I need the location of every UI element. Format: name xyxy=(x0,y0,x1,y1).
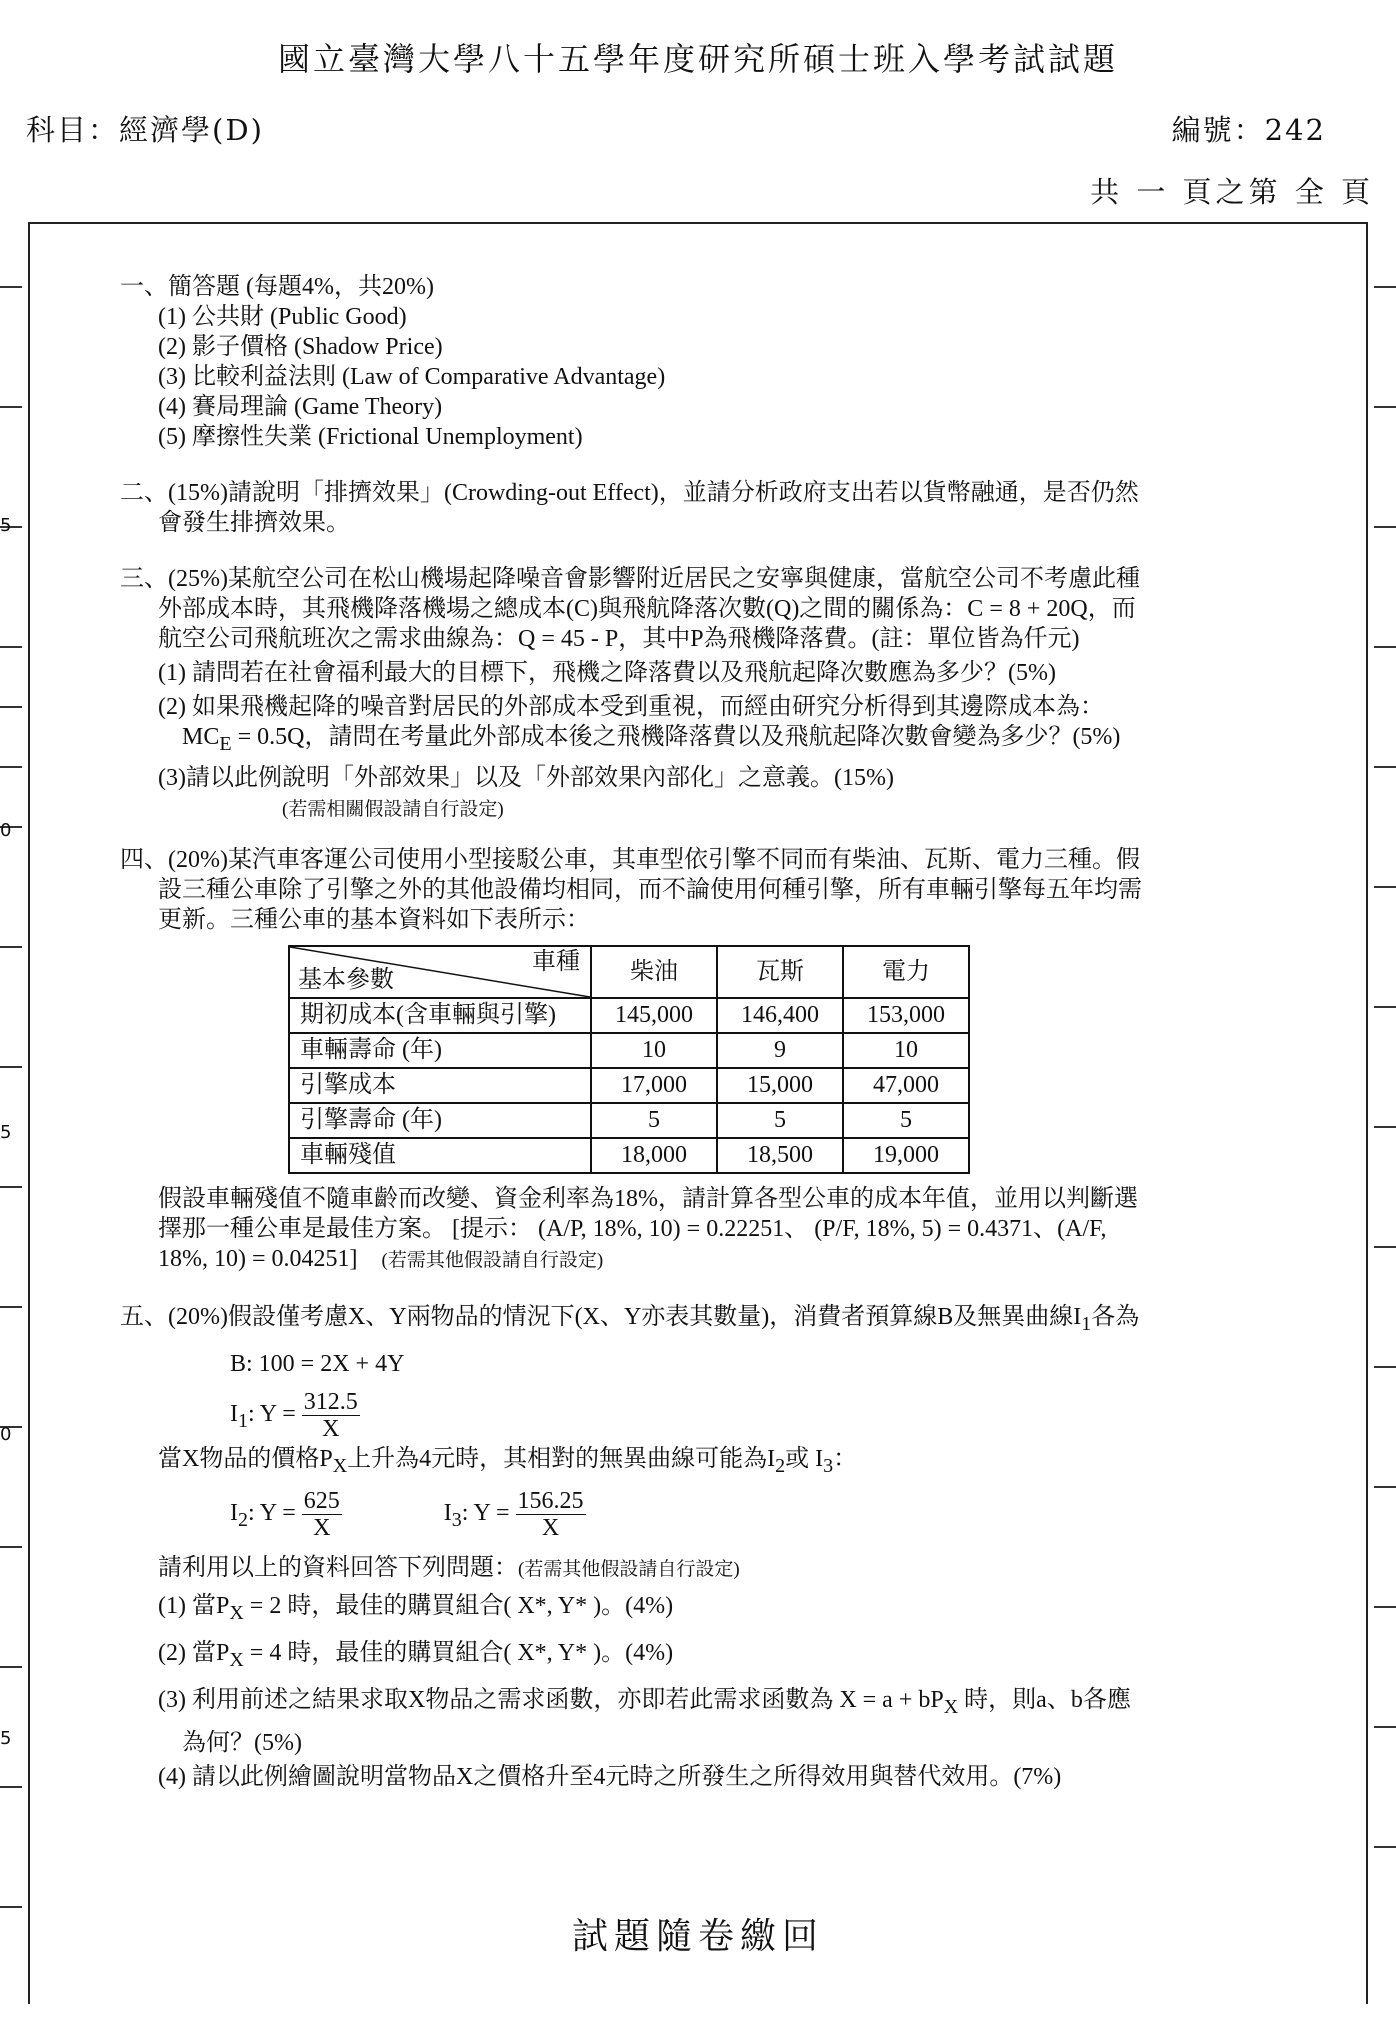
q4-text: 四、(20%)某汽車客運公司使用小型接駁公車，其車型依引擎不同而有柴油、瓦斯、電力三種。假 xyxy=(120,846,1140,873)
column-header: 電力 xyxy=(843,946,969,998)
table-cell: 5 xyxy=(591,1103,717,1138)
question-3 xyxy=(120,564,1270,825)
table-cell: 47,000 xyxy=(843,1068,969,1103)
exam-title: 國立臺灣大學八十五學年度研究所碩士班入學考試試題 xyxy=(277,40,1118,78)
exam-content xyxy=(120,272,1270,1792)
q3-sub-1: (1) 請問若在社會福利最大的目標下，飛機之降落費以及飛航起降次數應為多少？(5%) xyxy=(158,660,1056,686)
q4-text: 假設車輛殘值不隨車齡而改變、資金利率為18%，請計算各型公車的成本年值，並用以判斷選 xyxy=(158,1185,1138,1212)
table-cell: 10 xyxy=(591,1033,717,1068)
q4-text: 擇那一種公車是最佳方案。 [提示： (A/P, 18%, 10) = 0.22251、 (P/F, 18%, 5) = 0.4371、(A/F, xyxy=(158,1215,1107,1242)
q5-intro: 請利用以上的資料回答下列問題：(若需其他假設請自行設定) xyxy=(158,1555,740,1582)
page-info: 共 一 頁之第 全 頁 xyxy=(1090,175,1374,209)
q4-note: (若需其他假設請自行設定) xyxy=(381,1249,604,1271)
q5-text: 五、(20%)假設僅考慮X、Y兩物品的情況下(X、Y亦表其數量)，消費者預算線B及無異曲線$I_1$各為 xyxy=(120,1303,1140,1335)
q5-sub-3-cont: 為何？(5%) xyxy=(182,1729,302,1756)
table-cell: 17,000 xyxy=(591,1068,717,1103)
q3-text: 三、(25%)某航空公司在松山機場起降噪音會影響附近居民之安寧與健康，當航空公司不考慮此種 xyxy=(120,566,1140,592)
table-cell: 10 xyxy=(843,1033,969,1068)
q3-text: 外部成本時，其飛機降落機場之總成本(C)與飛航降落次數(Q)之間的關係為：C = 8 + 20Q，而 xyxy=(158,596,1136,622)
q1-item: (4) 賽局理論 (Game Theory) xyxy=(158,394,443,420)
q4-text: 更新。三種公車的基本資料如下表所示： xyxy=(158,906,590,933)
q4-text: 18%, 10) = 0.04251] (若需其他假設請自行設定) xyxy=(158,1245,604,1272)
table-cell: 146,400 xyxy=(717,998,843,1033)
table-cell: 18,000 xyxy=(591,1138,717,1173)
fraction: $\frac{156.25}{X}$ xyxy=(517,1488,584,1542)
exam-code: 編號：242 xyxy=(1171,113,1326,147)
fraction: $\frac{625}{X}$ xyxy=(303,1488,340,1542)
corner-top-label: 車種 xyxy=(532,948,580,975)
q1-heading: 一、簡答題 (每題4%，共20%) xyxy=(120,274,434,300)
row-label: 引擎成本 xyxy=(289,1068,591,1103)
margin-number: 0 xyxy=(0,820,12,841)
q1-item: (1) 公共財 (Public Good) xyxy=(158,304,407,330)
row-label: 引擎壽命 (年) xyxy=(289,1103,591,1138)
q2-text: 二、(15%)請說明「排擠效果」(Crowding-out Effect)，並請分析政府支出若以貨幣融通，是否仍然 xyxy=(120,480,1139,506)
corner-bottom-label: 基本參數 xyxy=(298,966,394,993)
row-label: 期初成本(含車輛與引擎) xyxy=(289,998,591,1033)
q5-sub-2: (2) 當$P_X = 4$ 時，最佳的購買組合( X*, Y* )。(4%) xyxy=(158,1640,674,1671)
margin-number: 5 xyxy=(0,515,12,536)
row-label: 車輛殘值 xyxy=(289,1138,591,1173)
table-row xyxy=(289,1138,969,1173)
table-row xyxy=(289,998,969,1033)
indifference-curve-i1: $I_1$: Y = $\frac{312.5}{X}$ xyxy=(230,1388,358,1442)
q1-item: (5) 摩擦性失業 (Frictional Unemployment) xyxy=(158,424,583,450)
table-cell: 9 xyxy=(717,1033,843,1068)
q2-text: 會發生排擠效果。 xyxy=(158,510,350,536)
budget-line-equation: B: 100 = 2X + 4Y xyxy=(230,1350,405,1377)
table-cell: 18,500 xyxy=(717,1138,843,1173)
fraction: $\frac{312.5}{X}$ xyxy=(303,1388,358,1442)
q3-text: 航空公司飛航班次之需求曲線為：Q = 45 - P，其中P為飛機降落費。(註：單位皆為仟元) xyxy=(158,626,1080,652)
table-cell: 5 xyxy=(717,1103,843,1138)
question-2 xyxy=(120,478,1270,538)
question-1 xyxy=(120,272,1270,452)
indifference-curves-i2-i3 xyxy=(120,1488,1270,1541)
table-row xyxy=(289,1103,969,1138)
q5-sub-1: (1) 當$P_X = 2$ 時，最佳的購買組合( X*, Y* )。(4%) xyxy=(158,1593,674,1625)
table-row xyxy=(289,1068,969,1103)
table-cell: 145,000 xyxy=(591,998,717,1033)
column-header: 瓦斯 xyxy=(717,946,843,998)
margin-number: 0 xyxy=(0,1424,12,1445)
q5-sub-4: (4) 請以此例繪圖說明當物品X之價格升至4元時之所發生之所得效用與替代效用。(7%) xyxy=(158,1763,1062,1790)
q3-sub-3: (3)請以此例說明「外部效果」以及「外部效果內部化」之意義。(15%) xyxy=(158,764,894,791)
table-header-row xyxy=(289,946,969,998)
table-cell: 15,000 xyxy=(717,1068,843,1103)
margin-number: 5 xyxy=(0,1728,12,1749)
indifference-curve-i3: $I_3$: Y = $\frac{156.25}{X}$ xyxy=(443,1488,584,1542)
table-cell: 5 xyxy=(843,1103,969,1138)
q1-item: (3) 比較利益法則 (Law of Comparative Advantage) xyxy=(158,364,666,390)
table-corner-cell xyxy=(289,946,591,998)
table-cell: 19,000 xyxy=(843,1138,969,1173)
q1-item: (2) 影子價格 (Shadow Price) xyxy=(158,334,443,360)
bus-parameter-table xyxy=(288,945,970,1174)
q3-note: (若需相關假設請自行設定) xyxy=(282,798,504,820)
table-cell: 153,000 xyxy=(843,998,969,1033)
q5-price-change: 當X物品的價格$P_X$上升為4元時，其相對的無異曲線可能為$I_2$或 $I_3$： xyxy=(158,1445,858,1477)
margin-number: 5 xyxy=(0,1122,12,1143)
q3-sub-2-formula: $MC_E = 0.5Q$，請問在考量此外部成本後之飛機降落費以及飛航起降次數會變為多少？(5%) xyxy=(182,724,1121,755)
question-4 xyxy=(120,845,1270,1276)
q3-sub-2: (2) 如果飛機起降的噪音對居民的外部成本受到重視，而經由研究分析得到其邊際成本為： xyxy=(158,694,1104,720)
column-header: 柴油 xyxy=(591,946,717,998)
table-row xyxy=(289,1033,969,1068)
return-notice: 試題隨卷繳回 xyxy=(571,1916,824,1957)
indifference-curve-i2: $I_2$: Y = $\frac{625}{X}$ xyxy=(230,1488,340,1542)
question-5 xyxy=(120,1302,1270,1792)
q4-text: 設三種公車除了引擎之外的其他設備均相同，而不論使用何種引擎，所有車輛引擎每五年均需 xyxy=(158,876,1142,903)
row-label: 車輛壽命 (年) xyxy=(289,1033,591,1068)
subject-label: 科目：經濟學(D) xyxy=(26,113,264,147)
q5-sub-3: (3) 利用前述之結果求取X物品之需求函數，亦即若此需求函數為 $X = a + bP_X$ 時，則a、b各應 xyxy=(158,1686,1131,1718)
